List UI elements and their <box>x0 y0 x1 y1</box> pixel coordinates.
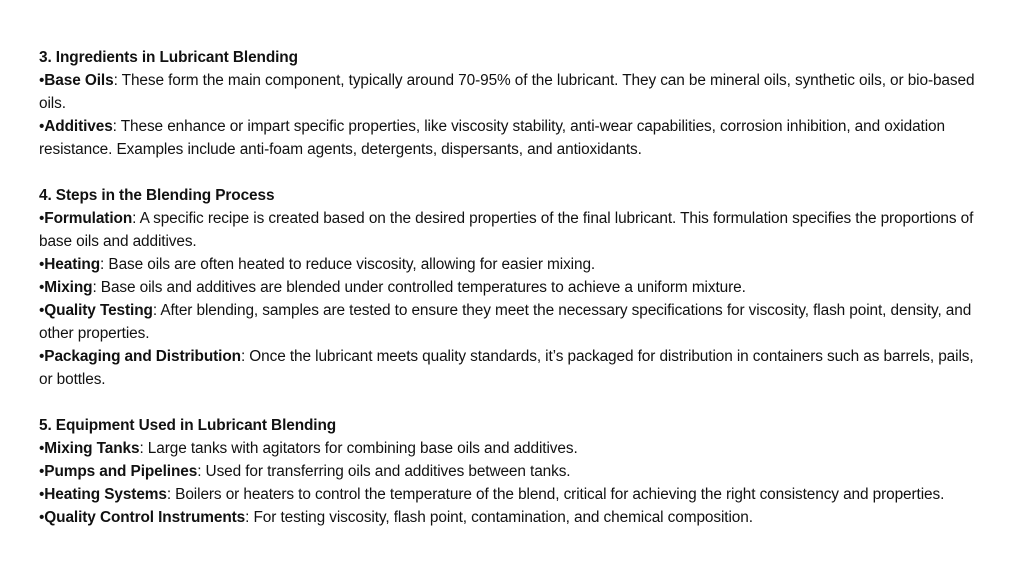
item-text: : For testing viscosity, flash point, contamination, and chemical composition. <box>245 509 753 526</box>
item-text: : Boilers or heaters to control the temperature of the blend, critical for achieving the right consistency and properties. <box>166 486 945 503</box>
bullet-glyph: • <box>39 210 45 227</box>
item-text: : These form the main component, typically around 70-95% of the lubricant. They can be mineral oils, synthetic oils, or bio-based oils. <box>39 72 975 112</box>
slide-content <box>39 46 989 529</box>
item-term: Base Oils <box>44 72 114 89</box>
item-text: : These enhance or impart specific properties, like viscosity stability, anti-wear capabilities, corrosion inhibition, and oxidation resistance. Examples include anti-foam agents, detergents, dispersants, and antioxidants. <box>39 118 945 158</box>
bullet-glyph: • <box>39 256 45 273</box>
list-item <box>39 483 989 506</box>
item-term: Packaging and Distribution <box>44 348 241 365</box>
bullet-glyph: • <box>39 72 45 89</box>
item-term: Formulation <box>44 210 133 227</box>
item-term: Heating Systems <box>44 486 167 503</box>
item-text: : Base oils are often heated to reduce viscosity, allowing for easier mixing. <box>100 256 596 273</box>
bullet-glyph: • <box>39 486 45 503</box>
section-heading: 5. Equipment Used in Lubricant Blending <box>39 417 337 434</box>
list-item <box>39 276 989 299</box>
bullet-glyph: • <box>39 509 45 526</box>
item-text: : Large tanks with agitators for combining base oils and additives. <box>139 440 578 457</box>
item-term: Heating <box>44 256 101 273</box>
item-text: : After blending, samples are tested to ensure they meet the necessary specifications for viscosity, flash point, density, and other properties. <box>39 302 972 342</box>
list-item <box>39 115 989 161</box>
section-blending-steps <box>39 184 989 391</box>
bullet-glyph: • <box>39 463 45 480</box>
bullet-glyph: • <box>39 440 45 457</box>
list-item <box>39 506 989 529</box>
list-item <box>39 437 989 460</box>
item-text: : Once the lubricant meets quality standards, it’s packaged for distribution in containers such as barrels, pails, or bottles. <box>39 348 974 388</box>
list-item <box>39 299 989 345</box>
list-item <box>39 69 989 115</box>
item-term: Pumps and Pipelines <box>44 463 198 480</box>
list-item <box>39 460 989 483</box>
item-text: : A specific recipe is created based on the desired properties of the final lubricant. This formulation specifies the proportions of base oils and additives. <box>39 210 974 250</box>
section-heading: 4. Steps in the Blending Process <box>39 187 275 204</box>
bullet-glyph: • <box>39 118 45 135</box>
section-equipment <box>39 414 989 529</box>
list-item <box>39 253 989 276</box>
item-term: Mixing Tanks <box>44 440 140 457</box>
item-term: Quality Testing <box>44 302 153 319</box>
bullet-glyph: • <box>39 302 45 319</box>
bullet-glyph: • <box>39 348 45 365</box>
list-item <box>39 345 989 391</box>
list-item <box>39 207 989 253</box>
section-ingredients <box>39 46 989 161</box>
item-term: Additives <box>44 118 113 135</box>
bullet-glyph: • <box>39 279 45 296</box>
section-heading: 3. Ingredients in Lubricant Blending <box>39 49 298 66</box>
item-term: Mixing <box>44 279 93 296</box>
item-text: : Base oils and additives are blended under controlled temperatures to achieve a uniform mixture. <box>92 279 746 296</box>
item-text: : Used for transferring oils and additives between tanks. <box>197 463 571 480</box>
item-term: Quality Control Instruments <box>44 509 246 526</box>
